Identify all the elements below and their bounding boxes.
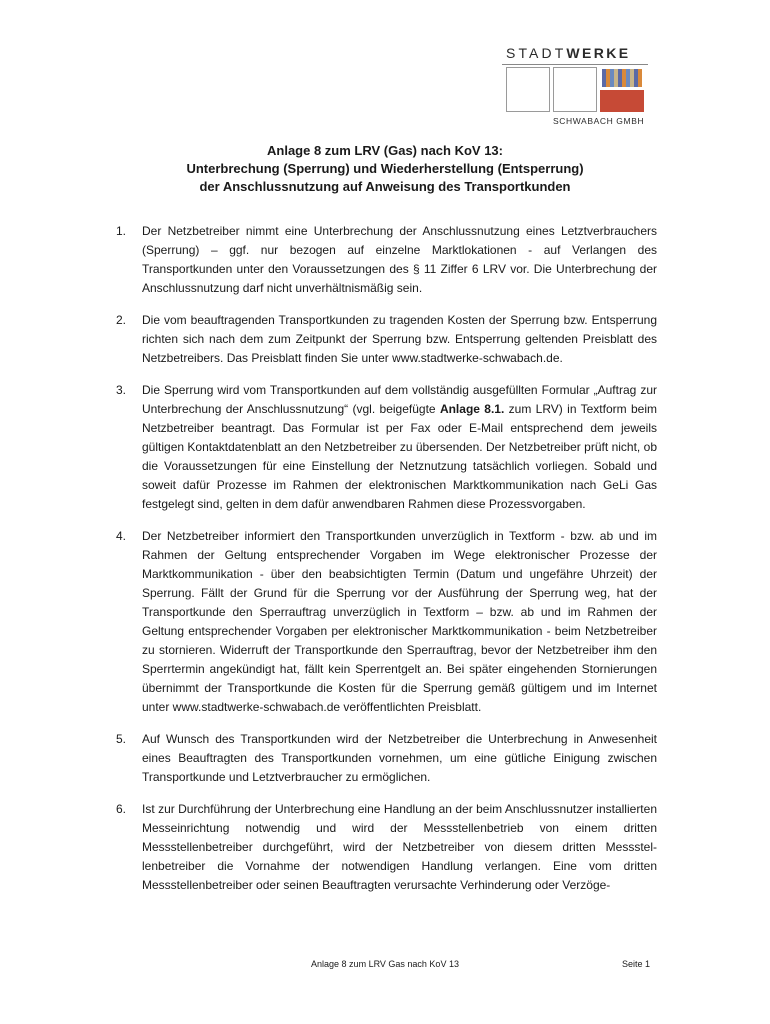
item-number: 3. xyxy=(116,383,127,397)
logo-square-2 xyxy=(553,67,597,112)
numbered-list xyxy=(116,222,657,908)
list-item xyxy=(116,311,657,368)
list-item xyxy=(116,222,657,298)
logo-divider xyxy=(502,64,648,65)
title-line-1: Anlage 8 zum LRV (Gas) nach KoV 13: xyxy=(267,143,503,158)
item-text: Die vom beauftragenden Transportkunden zu tragenden Kosten der Sperrung bzw. Entsperrung richten sich nach dem zum Zeitpunkt der Sperrung bzw. Entsperrung geltenden Preisblatt des Netzbetreibers. Das Preisblatt finden Sie unter www.stadtwerke-schwabach.de. xyxy=(142,313,657,365)
item-text: Auf Wunsch des Transportkunden wird der Netzbetreiber die Unterbrechung in Anwesenheit eines Beauftragten des Transportkunden vornehmen, um eine gütliche Einigung zwischen Transportkunde und Letztverbraucher zu ermöglichen. xyxy=(142,732,657,784)
logo-square-3 xyxy=(600,67,644,112)
item-text: Ist zur Durchführung der Unterbrechung eine Handlung an der beim Anschlussnutzer installierten Messeinrichtung notwendig und wird der Messstellenbetrieb von einem dritten Messstellenbetreiber durchgeführt, wird der Netzbetreiber von diesem dritten Messstellenbetreiber die Vornahme der notwendigen Handlung verlangen. Eine vom dritten Messstellenbetreiber oder seinen Beauftragten verursachte Verhinderung oder Verzöge- xyxy=(142,802,657,892)
item-text: Der Netzbetreiber nimmt eine Unterbrechung der Anschlussnutzung eines Letztverbrauchers (Sperrung) – ggf. nur bezogen auf einzelne Marktlokationen - auf Verlangen des Transportkunden unter den Voraussetzungen des § 11 Ziffer 6 LRV vor. Die Unterbrechung der Anschlussnutzung darf nicht unverhältnismäßig sein. xyxy=(142,224,657,295)
item-number: 1. xyxy=(116,224,127,238)
list-item xyxy=(116,730,657,787)
logo-square-1 xyxy=(506,67,550,112)
title-line-3: der Anschlussnutzung auf Anweisung des Transportkunden xyxy=(199,179,571,194)
item-number: 4. xyxy=(116,529,127,543)
logo-pattern xyxy=(602,69,642,87)
logo-subtitle: SCHWABACH GMBH xyxy=(553,116,645,126)
list-item xyxy=(116,527,657,717)
item-text: Die Sperrung wird vom Transportkunden auf dem vollständig ausgefüllten Formular „Auftrag zur Unterbrechung der Anschlussnutzung“ (vgl. beigefügte Anlage 8.1. zum LRV) in Textform beim Netzbetreiber beantragt. Das Formular ist per Fax oder E-Mail entsprechend dem jeweils gültigen Kontaktdatenblatt an den Netzbetreiber zu übersenden. Der Netzbetreiber prüft nicht, ob die Voraussetzungen für eine Einstellung der Netznutzung tatsächlich vorliegen. Sobald und soweit dafür Prozesse im Rahmen der elektronischen Marktkommunikation nach GeLi Gas festgelegt sind, gelten in dem dafür anwendbaren Rahmen diese Prozessvorgaben. xyxy=(142,383,657,511)
item-number: 6. xyxy=(116,802,127,816)
title-line-2: Unterbrechung (Sperrung) und Wiederherstellung (Entsperrung) xyxy=(186,161,584,176)
logo-wordmark: STADTWERKE xyxy=(506,45,631,61)
list-item xyxy=(116,381,657,514)
document-title xyxy=(100,142,670,196)
item-text: Der Netzbetreiber informiert den Transportkunden unverzüglich in Textform - bzw. ab und im Rahmen der Geltung entsprechender Vorgaben im Wege elektronischer Prozesse der Marktkommunikation - über den beabsichtigten Termin (Datum und ungefähre Uhrzeit) der Sperrung. Fällt der Grund für die Sperrung vor der Ausführung der Sperrung weg, hat der Transportkunde den Sperrauftrag unverzüglich in Textform – bzw. ab und im Rahmen der Geltung entsprechender Vorgaben per elektronischer Marktkommunikation - beim Netzbetreiber zu stornieren. Widerruft der Transportkunde den Sperrauftrag, bevor der Netzbetreiber ihm den Sperrtermin angekündigt hat, fällt kein Sperrentgelt an. Bei später eingehenden Stornierungen übernimmt der Transportkunde die Kosten für die Sperrung gemäß gültigem und im Internet unter www.stadtwerke-schwabach.de veröffentlichten Preisblatt. xyxy=(142,529,657,714)
item-number: 5. xyxy=(116,732,127,746)
footer-page-number: Seite 1 xyxy=(621,959,650,969)
list-item xyxy=(116,800,657,895)
footer-document-name: Anlage 8 zum LRV Gas nach KoV 13 xyxy=(311,959,459,969)
logo-red-block xyxy=(600,90,644,112)
item-text-bold: Anlage 8.1. xyxy=(439,402,505,416)
item-number: 2. xyxy=(116,313,127,327)
company-logo xyxy=(502,45,648,127)
